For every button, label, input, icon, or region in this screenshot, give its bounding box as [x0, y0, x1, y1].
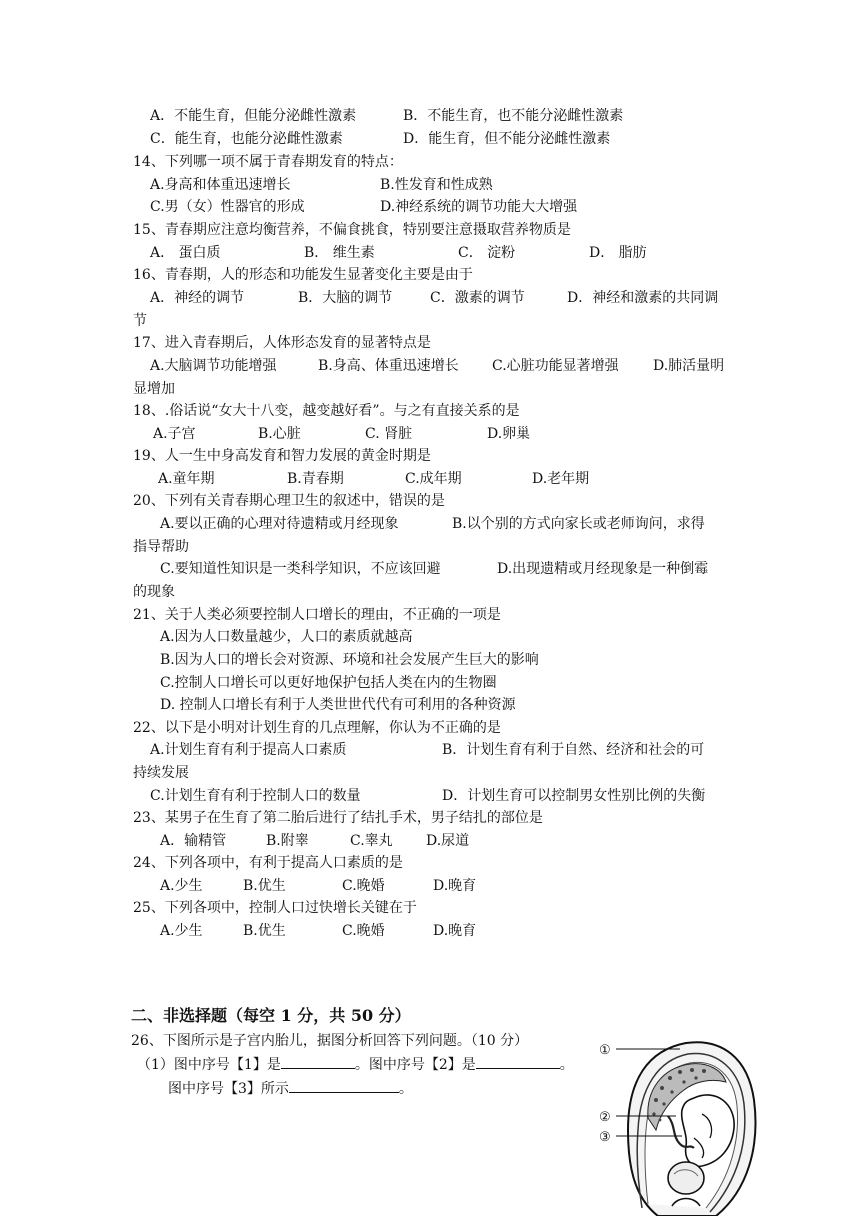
q16-option-b: B．大脑的调节 [298, 290, 393, 306]
q15-stem: 15、青春期应注意均衡营养，不偏食挑食，特别要注意摄取营养物质是 [133, 222, 571, 238]
q20-option-b: B.以个别的方式向家长或老师询问，求得 [452, 516, 705, 532]
q21-option-c: C.控制人口增长可以更好地保护包括人类在内的生物圈 [160, 675, 497, 691]
section-title: 二、非选择题（每空 1 分，共 50 分） [131, 1006, 411, 1025]
q21-option-a: A.因为人口数量越少，人口的素质就越高 [160, 629, 413, 645]
q13-option-c: C．能生育，也能分泌雌性激素 [150, 131, 343, 147]
q20-continuation-1: 指导帮助 [133, 539, 189, 555]
q13-option-b: B．不能生育，也不能分泌雌性激素 [403, 108, 624, 124]
q21-stem: 21、关于人类必须要控制人口增长的理由，不正确的一项是 [133, 607, 501, 623]
q25-stem: 25、下列各项中，控制人口过快增长关键在于 [133, 900, 417, 916]
q19-stem: 19、人一生中身高发育和智力发展的黄金时期是 [133, 448, 431, 464]
q16-continuation: 节 [133, 313, 147, 329]
q24-option-c: C.晚婚 [342, 878, 385, 894]
q25-option-d: D.晚育 [433, 923, 477, 939]
q15-option-a: A． 蛋白质 [150, 245, 221, 261]
q15-option-c: C． 淀粉 [458, 245, 516, 261]
q26-sub1-text-b: 。图中序号【2】是 [354, 1057, 476, 1073]
q22-option-d: D．计划生育可以控制男女性别比例的失衡 [442, 788, 706, 804]
q24-option-a: A.少生 [160, 878, 203, 894]
figure-label-3: ③ [599, 1130, 611, 1145]
q14-option-d: D.神经系统的调节功能大大增强 [380, 199, 578, 215]
q20-option-c: C.要知道性知识是一类科学知识，不应该回避 [160, 561, 441, 577]
q16-option-d: D．神经和激素的共同调 [567, 290, 719, 306]
figure-label-2: ② [599, 1110, 611, 1125]
q14-option-b: B.性发育和性成熟 [380, 177, 493, 193]
q19-option-c: C.成年期 [405, 471, 462, 487]
q19-option-b: B.青春期 [287, 471, 344, 487]
q17-option-b: B.身高、体重迅速增长 [318, 358, 459, 374]
q23-option-c: C.睾丸 [350, 833, 393, 849]
q24-option-d: D.晚育 [433, 878, 477, 894]
q22-option-b: B．计划生育有利于自然、经济和社会的可 [442, 742, 705, 758]
q18-stem: 18、.俗话说“女大十八变，越变越好看”。与之有直接关系的是 [133, 403, 520, 419]
q15-option-b: B． 维生素 [304, 245, 375, 261]
q20-option-a: A.要以正确的心理对待遗精或月经现象 [160, 516, 399, 532]
q22-option-a: A.计划生育有利于提高人口素质 [150, 742, 347, 758]
q16-option-a: A．神经的调节 [150, 290, 245, 306]
q20-option-d: D.出现遗精或月经现象是一种倒霉 [497, 561, 709, 577]
q17-stem: 17、进入青春期后，人体形态发育的显著特点是 [133, 335, 431, 351]
q25-option-a: A.少生 [160, 923, 203, 939]
q16-stem: 16、青春期，人的形态和功能发生显著变化主要是由于 [133, 267, 473, 283]
q20-continuation-2: 的现象 [133, 584, 175, 600]
answer-blank-1[interactable] [281, 1054, 355, 1069]
q24-option-b: B.优生 [243, 878, 286, 894]
q21-option-d: D. 控制人口增长有利于人类世世代代有可利用的各种资源 [160, 697, 516, 713]
q18-option-a: A.子宫 [153, 426, 196, 442]
q17-continuation: 显增加 [133, 381, 175, 397]
q17-option-c: C.心脏功能显著增强 [492, 358, 619, 374]
q26-sub1-line1 [137, 1054, 574, 1075]
q13-option-d: D．能生育，但不能分泌雌性激素 [403, 131, 611, 147]
q18-option-c: C. 肾脏 [365, 426, 413, 442]
q21-option-b: B.因为人口的增长会对资源、环境和社会发展产生巨大的影响 [160, 652, 539, 668]
q13-option-a: A．不能生育，但能分泌雌性激素 [150, 108, 357, 124]
q17-option-a: A.大脑调节功能增强 [150, 358, 277, 374]
q23-option-a: A．输精管 [160, 833, 227, 849]
q14-stem: 14、下列哪一项不属于青春期发育的特点： [133, 154, 403, 170]
q22-continuation: 持续发展 [133, 765, 189, 781]
q26-sub1-text-c: 。 [559, 1057, 574, 1073]
q25-option-c: C.晚婚 [342, 923, 385, 939]
q26-stem: 26、下图所示是子宫内胎儿，据图分析回答下列问题。（10 分） [131, 1033, 529, 1049]
q26-sub1-text-a: （1）图中序号【1】是 [137, 1057, 281, 1073]
q14-option-c: C.男（女）性器官的形成 [150, 199, 305, 215]
q15-option-d: D． 脂肪 [589, 245, 647, 261]
uterus-fetus-drawing [598, 1018, 760, 1216]
q24-stem: 24、下列各项中，有利于提高人口素质的是 [133, 855, 403, 871]
q20-stem: 20、下列有关青春期心理卫生的叙述中，错误的是 [133, 493, 445, 509]
q19-option-a: A.童年期 [158, 471, 215, 487]
q18-option-d: D.卵巢 [487, 426, 531, 442]
q18-option-b: B.心脏 [258, 426, 301, 442]
answer-blank-2[interactable] [476, 1054, 560, 1069]
figure-label-1: ① [599, 1043, 611, 1058]
q22-option-c: C.计划生育有利于控制人口的数量 [150, 788, 361, 804]
answer-blank-3[interactable] [289, 1078, 399, 1093]
q22-stem: 22、以下是小明对计划生育的几点理解，你认为不正确的是 [133, 720, 501, 736]
q16-option-c: C．激素的调节 [430, 290, 525, 306]
q26-sub1-line2 [168, 1078, 413, 1099]
q26-sub1-text-e: 。 [398, 1081, 413, 1097]
uterus-fetus-figure [598, 1018, 760, 1216]
q23-option-d: D.尿道 [426, 833, 470, 849]
q14-option-a: A.身高和体重迅速增长 [150, 177, 291, 193]
q25-option-b: B.优生 [243, 923, 286, 939]
q23-option-b: B.附睾 [266, 833, 309, 849]
q19-option-d: D.老年期 [532, 471, 590, 487]
q17-option-d: D.肺活量明 [653, 358, 725, 374]
q23-stem: 23、某男子在生育了第二胎后进行了结扎手术，男子结扎的部位是 [133, 810, 543, 826]
q26-sub1-text-d: 图中序号【3】所示 [168, 1081, 289, 1097]
